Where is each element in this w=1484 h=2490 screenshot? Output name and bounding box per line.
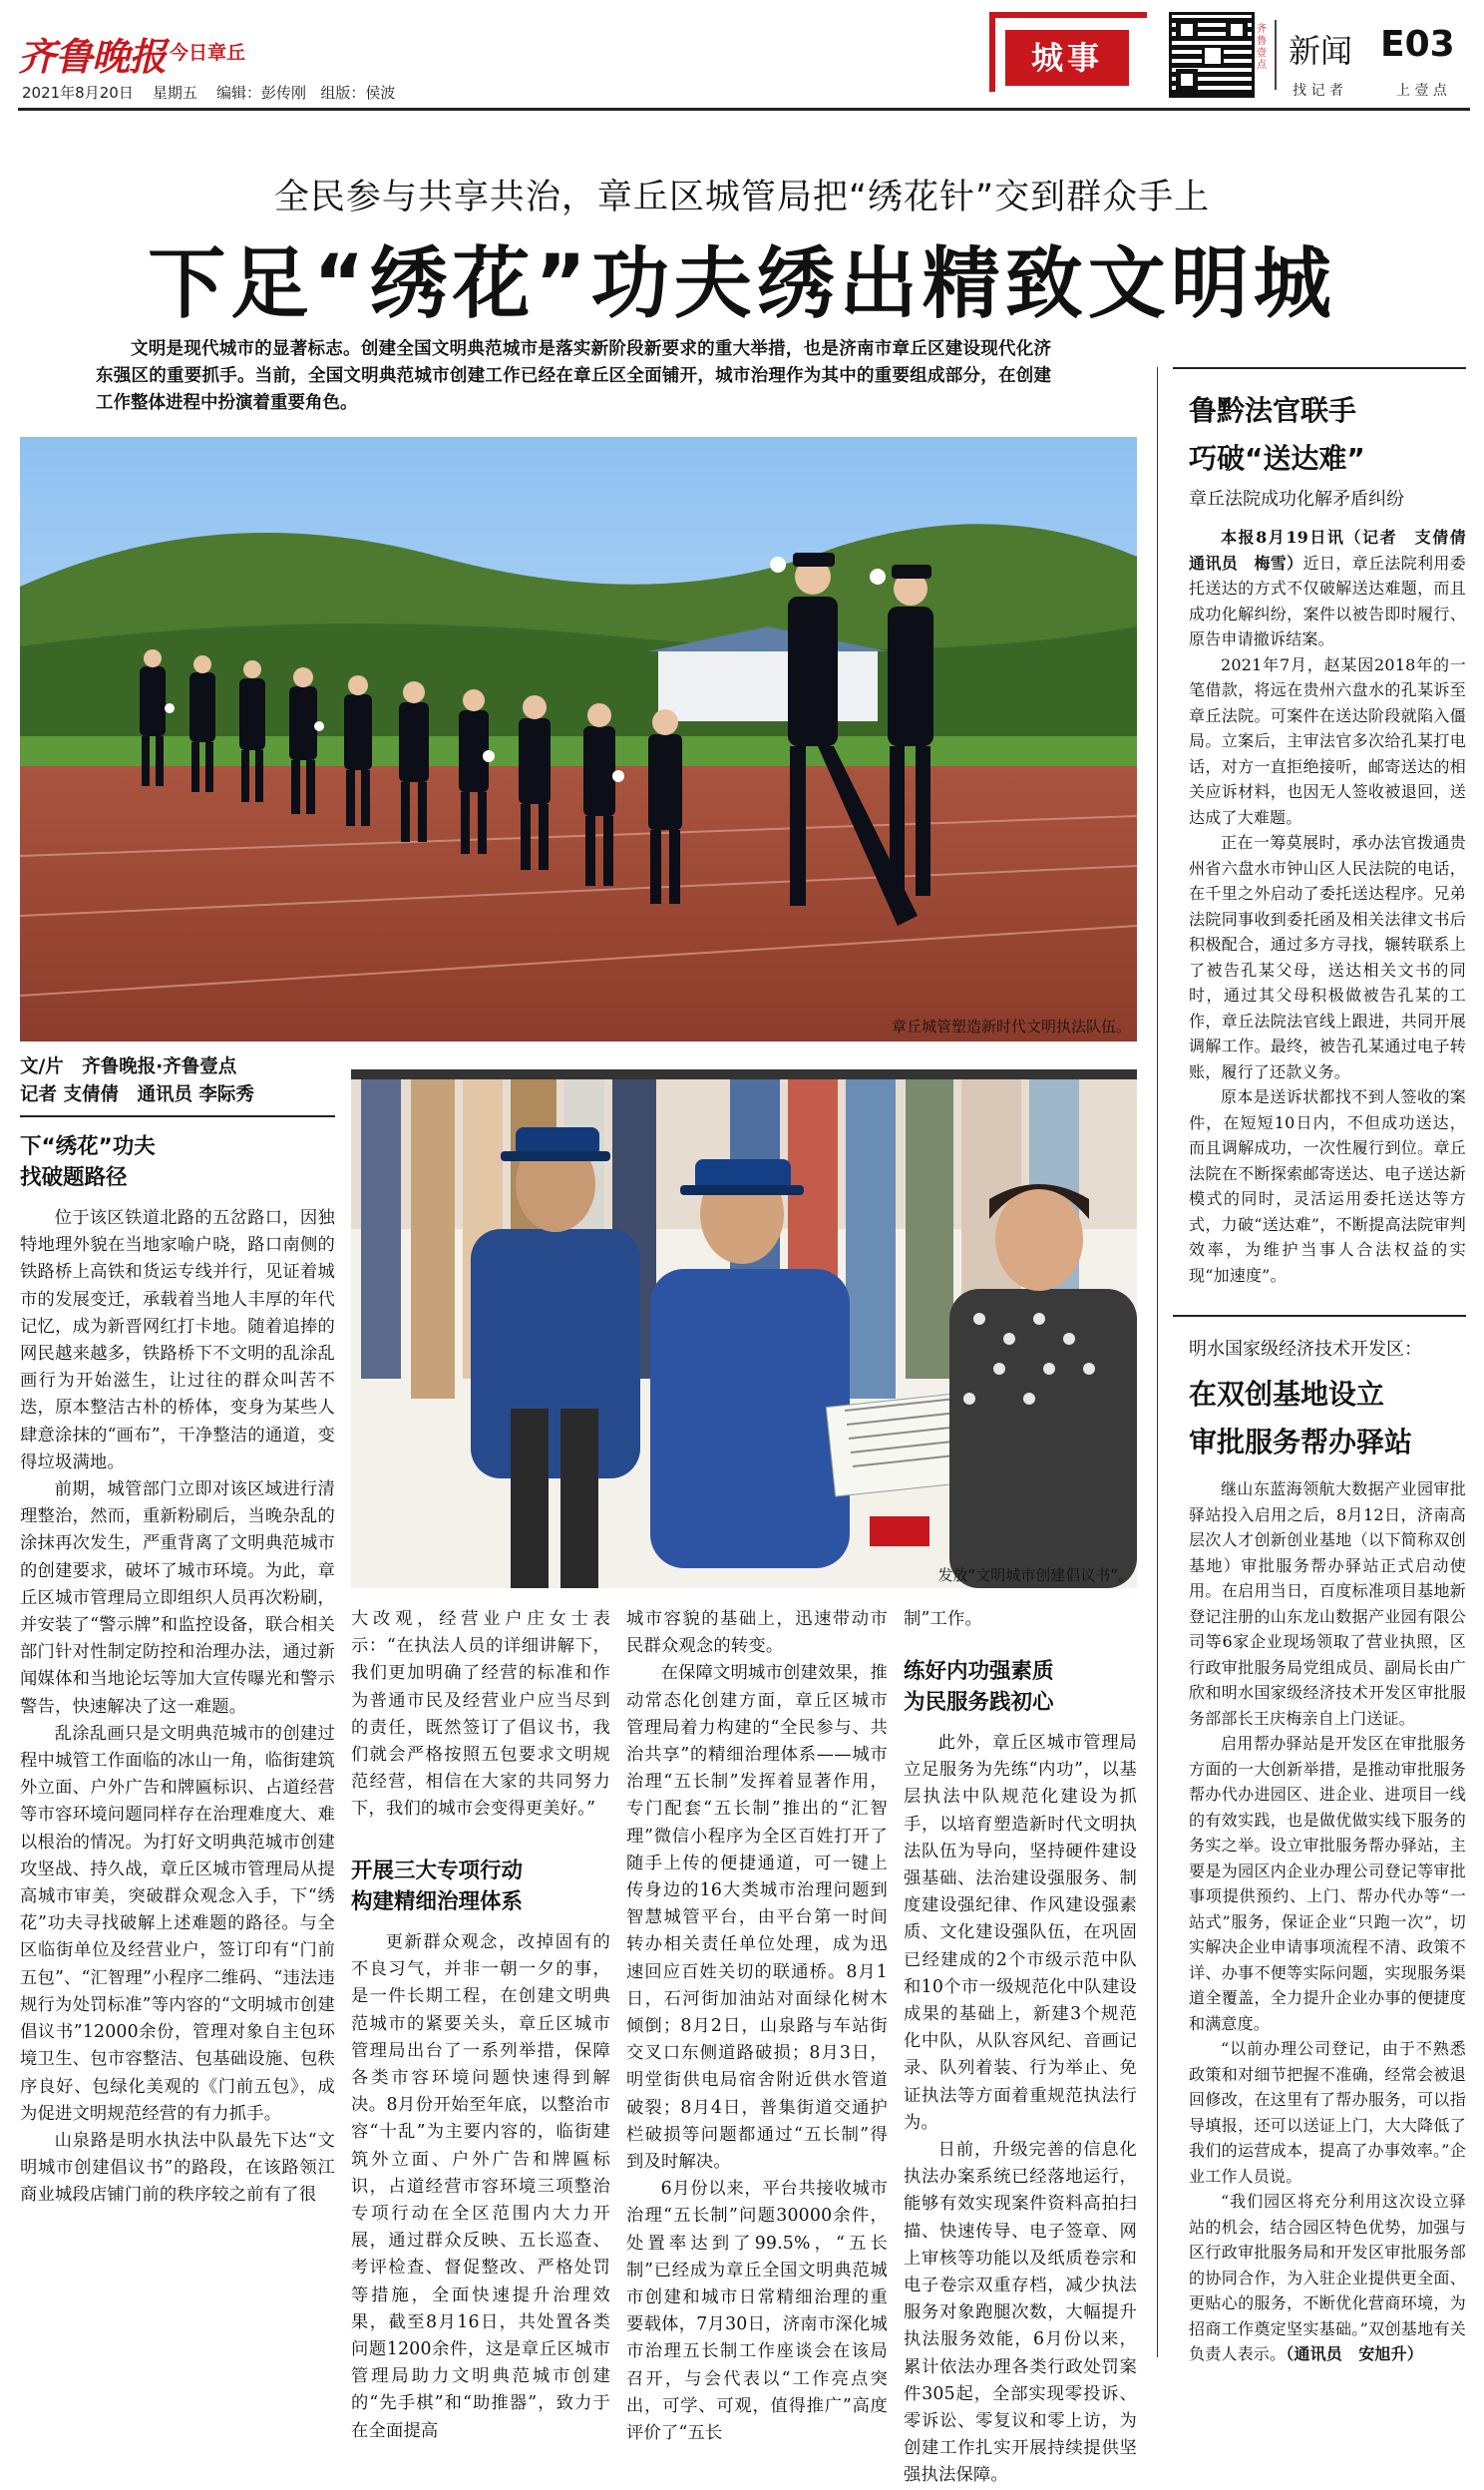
column-2b [351, 1929, 610, 2441]
column-3 [626, 1606, 888, 2444]
side2-top-rule [1173, 1315, 1466, 1317]
column-4b [904, 1730, 1137, 2486]
column-2a [351, 1606, 610, 1824]
column-4a [904, 1606, 1137, 1633]
main-kicker: 全民参与共享共治，章丘区城管局把“绣花针”交到群众手上 [273, 178, 1211, 217]
side1-para-3: 正在一筹莫展时，承办法官拨通贵州省六盘水市钟山区人民法院的电话，在千里之外启动了委托送达程序。兄弟法院同事收到委托函及相关法律文书后积极配合，通过多方寻找，辗转联系上了被告孔某父母，送达相关文书的同时，通过其父母积极做被告孔某的工作，章丘法院法官线上跟进，共同开展调解工作。最终，被告孔某通过电子转账，履行了还款义务。 [1189, 833, 1466, 1081]
column-1 [20, 1205, 335, 2387]
side1-para-4: 原本是送诉状都找不到人签收的案件，在短短10日内，不但成功送达，而且调解成功，一次性履行到位。章丘法院在不断探索邮寄送达、电子送达新模式的同时，灵活运用委托送达等方式，力破“送达难”，不断提高法院审判效率，为维护当事人合法权益的实现“加速度”。 [1189, 1087, 1466, 1285]
side2-para-4-text: “我们园区将充分利用这次设立驿站的机会，结合园区特色优势，加强与区行政审批服务局和开发区审批服务部的协同合作，为入驻企业提供更全面、更贴心的服务，不断优化营商环境，为招商工作奠定坚实基础。”双创基地有关负责人表示。 [1189, 2192, 1466, 2363]
subheading-1: 下“绣花”功夫 找破题路径 [20, 1134, 156, 1190]
newspaper-logo: 齐鲁晚报 [18, 34, 167, 79]
side1-top-rule [1173, 367, 1466, 369]
subheading-3: 练好内功强素质 为民服务践初心 [904, 1659, 1054, 1715]
side-story-2 [1173, 1315, 1466, 2372]
layout-credit: 组版：侯波 [320, 84, 396, 102]
col3-para-3: 6月份以来，平台共接收城市治理“五长制”问题30000余件，处置率达到了99.5%，“五长制”已经成为章丘全国文明典范城市创建和城市日常精细治理的重要载体，7月30日，济南市深化城市治理五长制工作座谈会在该局召开，与会代表以“工作亮点突出，可学、可观，值得推广”高度评价了“五长 [626, 2179, 888, 2444]
side1-para-1 [1189, 525, 1483, 652]
col3-para-2: 在保障文明城市创建效果，推动常态化创建方面，章丘区城市管理局着力构建的“全民参与、共治共享”的精细治理体系——城市治理“五长制”发挥着显著作用，专门配套“五长制”推出的“汇智理”微信小程序为全区百姓打开了随手上传的便捷通道，可一键上传身边的16大类城市治理问题到智慧城管平台，由平台第一时间转办相关责任单位处理，成为迅速回应百姓关切的联通桥。8月1日，石河街加油站对面绿化树木倾倒；8月2日，山泉路与车站街交叉口东侧道路破损；8月3日，明堂街供电局宿舍附近供水管道破裂；8月4日，普集街道交通护栏破损等问题都通过“五长制”得到及时解决。 [626, 1663, 888, 2173]
edition-name: 今日章丘 [170, 42, 246, 64]
col2-para-1: 大改观，经营业户庄女士表示：“在执法人员的详细讲解下，我们更加明确了经营的标准和作为普通市民及经营业户应当尽到的责任，既然签订了倡议书，我们就会严格按照五包要求文明规范经营，相信在大家的共同努力下，我们的城市会变得更美好。” [351, 1609, 610, 1820]
qr-caption: 齐鲁壹点 [1257, 24, 1267, 71]
lead-paragraph [96, 336, 1051, 417]
section-name: 新闻 [1289, 32, 1353, 70]
col1-para-2: 前期，城管部门立即对该区域进行清理整治，然而，重新粉刷后，当晚杂乱的涂抹再次发生，严重背离了文明典范城市的创建要求，破坏了城市环境。为此，章丘区城市管理局立即组织人员再次粉刷，并安装了“警示牌”和监控设备，联合相关部门针对性制定防控和治理办法，通过新闻媒体和当地论坛等加大宣传曝光和警示警告，快速解决了这一难题。 [20, 1479, 335, 1717]
editor-credit: 编辑：彭传刚 [215, 84, 306, 102]
side2-para-4 [1189, 2189, 1466, 2367]
side2-para-2: 启用帮办驿站是开发区在审批服务方面的一大创新举措，是推动审批服务帮办代办进园区、进企业、进项目一线的有效实践，也是做优做实线下服务的务实之举。设立审批服务帮办驿站，主要是为园区内企业办理公司登记等审批事项提供预约、上门、帮办代办等“一站式”服务，保证企业“只跑一次”，切实解决企业申请事项流程不清、政策不详、办事不便等实际问题，实现服务渠道全覆盖，全力提升企业办事的便捷度和满意度。 [1189, 1734, 1466, 2033]
masthead-divider [1275, 20, 1277, 90]
side1-headline: 鲁黔法官联手 巧破“送达难” [1189, 394, 1365, 475]
byline-reporters: 记者 支倩倩 通讯员 李际秀 [20, 1084, 254, 1105]
col1-para-1: 位于该区铁道北路的五岔路口，因独特地理外貌在当地家喻户晓，路口南侧的铁路桥上高铁和货运专线并行，见证着城市的发展变迁，承载着当地人丰厚的年代记忆，成为新晋网红打卡地。随着追捧的网民越来越多，铁路桥下不文明的乱涂乱画行为开始滋生，让过往的群众叫苦不迭，原本整洁古朴的桥体，变身为某些人肆意涂抹的“画布”，干净整洁的通道，变得垃圾满地。 [20, 1208, 335, 1472]
leaflet-handout-illustration [351, 1069, 1137, 1588]
lead-text: 文明是现代城市的显著标志。创建全国文明典范城市是落实新阶段新要求的重大举措，也是济南市章丘区建设现代化济东强区的重要抓手。当前，全国文明典范城市创建工作已经在章丘区全面铺开，城市治理作为其中的重要组成部分，在创建工作整体进程中扮演着重要角色。 [96, 339, 1051, 413]
photo-marching-squad [20, 437, 1137, 1041]
date-line [22, 82, 395, 103]
side1-subhead: 章丘法院成功化解矛盾纠纷 [1189, 489, 1404, 510]
section-badge: 城事 [1005, 30, 1129, 86]
col4-para-3: 日前，升级完善的信息化执法办案系统已经落地运行，能够有效实现案件资料高拍扫描、快速传导、电子签章、网上审核等功能以及纸质卷宗和电子卷宗双重存档，减少执法服务对象跑腿次数，大幅提升执法服务效能，6月份以来，累计依法办理各类行政处罚案件305起，全部实现零投诉、零诉讼、零复议和零上访，为创建工作扎实开展持续提供坚强执法保障。 [904, 2140, 1137, 2486]
col3-para-1: 城市容貌的基础上，迅速带动市民群众观念的转变。 [626, 1609, 888, 1657]
subheading-2: 开展三大专项行动 构建精细治理体系 [351, 1859, 524, 1914]
byline-rule [20, 1115, 335, 1117]
photo2-caption: 发放“文明城市创建倡议书”。 [937, 1566, 1133, 1584]
issue-weekday: 星期五 [152, 84, 197, 102]
masthead [0, 0, 1484, 135]
main-headline: 下足“绣花”功夫绣出精致文明城 [148, 239, 1336, 329]
photo-leaflet-handout [351, 1069, 1137, 1588]
marching-squad-illustration [20, 437, 1137, 1041]
center-rule [1157, 367, 1158, 2357]
side1-para-2: 2021年7月，赵某因2018年的一笔借款，将远在贵州六盘水的孔某诉至章丘法院。可案件在送达阶段就陷入僵局。立案后，主审法官多次给孔某打电话，对方一直拒绝接听，邮寄送达的相关应诉材料，也因无人签收被退回，送达成了大难题。 [1189, 654, 1466, 827]
side1-dateline: 本报8月19日讯（记者 支倩倩 通讯员 梅雪） [1189, 528, 1483, 573]
col4-para-2: 此外，章丘区城市管理局立足服务为先练“内功”，以基层执法中队规范化建设为抓手，以培育塑造新时代文明执法队伍为导向，坚持硬件建设强基础、法治建设强服务、制度建设强纪律、作风建设强素质、文化建设强队伍，在巩固已经建成的2个市级示范中队和10个市一级规范化中队建设成果的基础上，新建3个规范化中队，从队容风纪、音画记录、队列着装、行为举止、免证执法等方面着重规范执法行为。 [904, 1733, 1137, 2133]
side2-signoff: （通讯员 安旭升） [1286, 2344, 1424, 2363]
qr-code[interactable] [1169, 12, 1255, 98]
reporter-label: 找 记 者 [1293, 83, 1343, 99]
side2-para-3: “以前办理公司登记，由于不熟悉政策和对细节把握不准确，经常会被退回修改，在这里有了帮办服务，可以指导填报，还可以送证上门，大大降低了我们的运营成本，提高了办事效率。”企业工作人员说。 [1189, 2039, 1466, 2186]
col2-para-2: 更新群众观念，改掉固有的不良习气，并非一朝一夕的事，是一件长期工程，在创建文明典范城市的紧要关头，章丘区城市管理局出台了一系列举措，保障各类市容环境问题快速得到解决。8月份开始至年底，以整治市容“十乱”为主要内容的，临街建筑外立面、户外广告和牌匾标识，占道经营市容环境三项整治专项行动在全区范围内大力开展，通过群众反映、五长巡查、考评检查、督促整改、严格处罚等措施，全面快速提升治理效果，截至8月16日，共处置各类问题1200余件，这是章丘区城市管理局助力文明典范城市创建的“先手棋”和“助推器”，致力于在全面提高 [351, 1932, 610, 2441]
issue-date: 2021年8月20日 [22, 84, 134, 102]
col4-para-1: 制”工作。 [904, 1609, 982, 1629]
col1-para-4: 山泉路是明水执法中队最先下达“文明城市创建倡议书”的路段，在该路领江商业城段店铺门前的秩序较之前有了很 [20, 2130, 335, 2206]
app-label: 上 壹 点 [1396, 83, 1447, 99]
side2-body [1189, 1476, 1466, 2372]
side2-para-1: 继山东蓝海领航大数据产业园审批驿站投入启用之后，8月12日，济南高层次人才创新创业基地（以下简称双创基地）审批服务帮办驿站正式启动使用。在启用当日，百度标准项目基地新登记注册的山东龙山数据产业园有限公司等6家企业现场领取了营业执照，区行政审批服务局党组成员、副局长由广欣和明水国家级经济技术开发区审批服务部部长王庆梅亲自上门送证。 [1189, 1479, 1466, 1728]
side2-kicker: 明水国家级经济技术开发区： [1189, 1339, 1422, 1360]
side1-para-1-text: 近日，章丘法院利用委托送达的方式不仅破解送达难题，而且成功化解纠纷，案件以被告即时履行、原告申请撤诉结案。 [1189, 553, 1466, 648]
photo1-caption: 章丘城管塑造新时代文明执法队伍。 [891, 1018, 1131, 1036]
page-number: E03 [1380, 24, 1455, 65]
col1-para-3: 乱涂乱画只是文明典范城市的创建过程中城管工作面临的冰山一角，临街建筑外立面、户外广告和牌匾标识、占道经营等市容环境问题同样存在治理难度大、难以根治的情况。为打好文明典范城市创建攻坚战、持久战，章丘区城市管理局从提高城市审美，突破群众观念入手，下“绣花”功夫寻找破解上述难题的路径。与全区临街单位及经营业户，签订印有“门前五包”、“汇智理”小程序二维码、“违法违规行为处罚标准”等内容的“文明城市创建倡议书”12000余份，管理对象自主包环境卫生、包市容整洁、包基础设施、包秩序良好、包绿化美观的《门前五包》，成为促进文明规范经营的有力抓手。 [20, 1723, 335, 2124]
side1-body [1189, 525, 1483, 1293]
side-story-1 [1173, 367, 1483, 1295]
byline [20, 1053, 329, 1109]
byline-source: 文/片 齐鲁晚报·齐鲁壹点 [20, 1056, 237, 1077]
side2-headline: 在双创基地设立 审批服务帮办驿站 [1189, 1378, 1413, 1458]
masthead-rule [18, 108, 1470, 111]
